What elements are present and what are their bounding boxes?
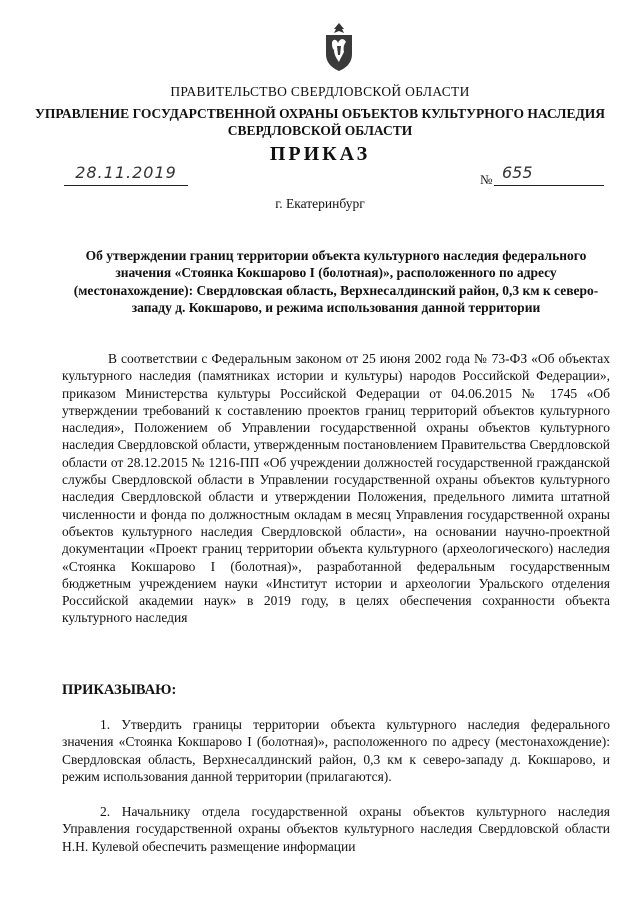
- city: г. Екатеринбург: [275, 196, 365, 211]
- department-name: УПРАВЛЕНИЕ ГОСУДАРСТВЕННОЙ ОХРАНЫ ОБЪЕКТОВ КУЛЬТУРНОГО НАСЛЕДИЯ СВЕРДЛОВСКОЙ ОБЛАСТИ: [34, 106, 606, 138]
- document-type-title: ПРИКАЗ: [269, 143, 371, 165]
- order-word: ПРИКАЗЫВАЮ:: [62, 682, 177, 698]
- order-item-1: 1. Утвердить границы территории объекта культурного наследия федерального значения «Стоянка Кокшарово I (болотная)», расположенного по адресу (местонахождение): Свердловская область, Верхнесалдинский район, 0,3 км к северо-западу д. Кокшарово, и режим использования данной территории (прилагаются).: [62, 717, 610, 784]
- preamble-paragraph: В соответствии с Федеральным законом от 25 июня 2002 года № 73-ФЗ «Об объектах культурного наследия (памятниках истории и культуры) народов Российской Федерации», приказом Министерства культуры Российской Федерации от 04.06.2015 № 1745 «Об утверждении требований к составлению проектов границ территорий объектов культурного наследия», Положением об Управлении государственной охраны объектов культурного наследия Свердловской области, утвержденным постановлением Правительства Свердловской области от 28.12.2015 № 1216-ПП «Об учреждении должностей государственной гражданской службы Свердловской области в Управлении государственной охраны объектов культурного наследия Свердловской области и утверждении Положения, предельного лимита штатной численности и фонда по должностным окладам в месяц Управления государственной охраны объектов культурного наследия Свердловской области», на основании научно-проектной документации «Проект границ территории объекта культурного (археологического) наследия «Стоянка Кокшарово I (болотная)», разработанной федеральным государственным бюджетным учреждением науки «Институт истории и археологии Уральского отделения Российской академии наук» в 2019 году, в целях обеспечения сохранности объекта культурного наследия: [62, 351, 610, 626]
- order-number-label: №: [480, 172, 493, 187]
- order-item-2: 2. Начальнику отдела государственной охраны объектов культурного наследия Управления государственной охраны объектов культурного наследия Свердловской области Н.Н. Кулевой обеспечить размещение информации: [62, 804, 610, 854]
- order-subject: Об утверждении границ территории объекта культурного наследия федерального значения «Стоянка Кокшарово I (болотная)», расположенного по адресу (местонахождение): Свердловская область, Верхнесалдинский район, 0,3 км к северо-западу д. Кокшарово, и режима использования данной территории: [73, 248, 599, 316]
- order-date: 28.11.2019: [64, 163, 188, 186]
- coat-of-arms-icon: [322, 22, 356, 72]
- government-name: ПРАВИТЕЛЬСТВО СВЕРДЛОВСКОЙ ОБЛАСТИ: [170, 84, 470, 99]
- order-number: 655: [494, 163, 604, 186]
